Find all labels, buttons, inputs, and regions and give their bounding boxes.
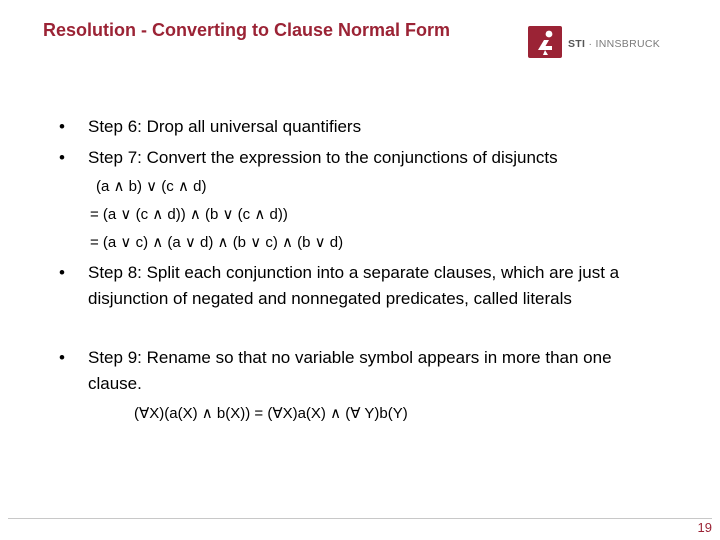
logo-place: INNSBRUCK <box>595 38 661 50</box>
logo-brand: STI <box>568 38 586 50</box>
bullet-marker: • <box>59 348 65 367</box>
bullet-marker: • <box>59 263 65 282</box>
footer-divider <box>8 518 712 519</box>
logo-mark-icon <box>528 26 562 58</box>
sti-innsbruck-logo <box>528 26 678 60</box>
bullet-step-7: Step 7: Convert the expression to the conjunctions of disjuncts <box>88 148 558 167</box>
logo-text <box>568 38 660 50</box>
bullet-step-6: Step 6: Drop all universal quantifiers <box>88 117 362 136</box>
bullet-marker: • <box>59 117 65 136</box>
logo-separator: · <box>585 38 596 50</box>
formula-line-1: (a ∧ b) ∨ (c ∧ d) <box>96 178 207 195</box>
formula-step-9: (∀X)(a(X) ∧ b(X)) = (∀X)a(X) ∧ (∀ Y)b(Y) <box>134 405 408 422</box>
bullet-step-9: Step 9: Rename so that no variable symbol appears in more than one clause. <box>88 348 612 393</box>
page-number: 19 <box>697 520 712 535</box>
slide-title: Resolution - Converting to Clause Normal Form <box>43 20 451 40</box>
formula-line-3: = (a ∨ c) ∧ (a ∨ d) ∧ (b ∨ c) ∧ (b ∨ d) <box>90 234 344 251</box>
bullet-step-8: Step 8: Split each conjunction into a separate clauses, which are just a disjunction of negated and nonnegated predicates, called literals <box>88 263 620 308</box>
formula-line-2: = (a ∨ (c ∧ d)) ∧ (b ∨ (c ∧ d)) <box>90 206 288 223</box>
bullet-marker: • <box>59 148 65 167</box>
